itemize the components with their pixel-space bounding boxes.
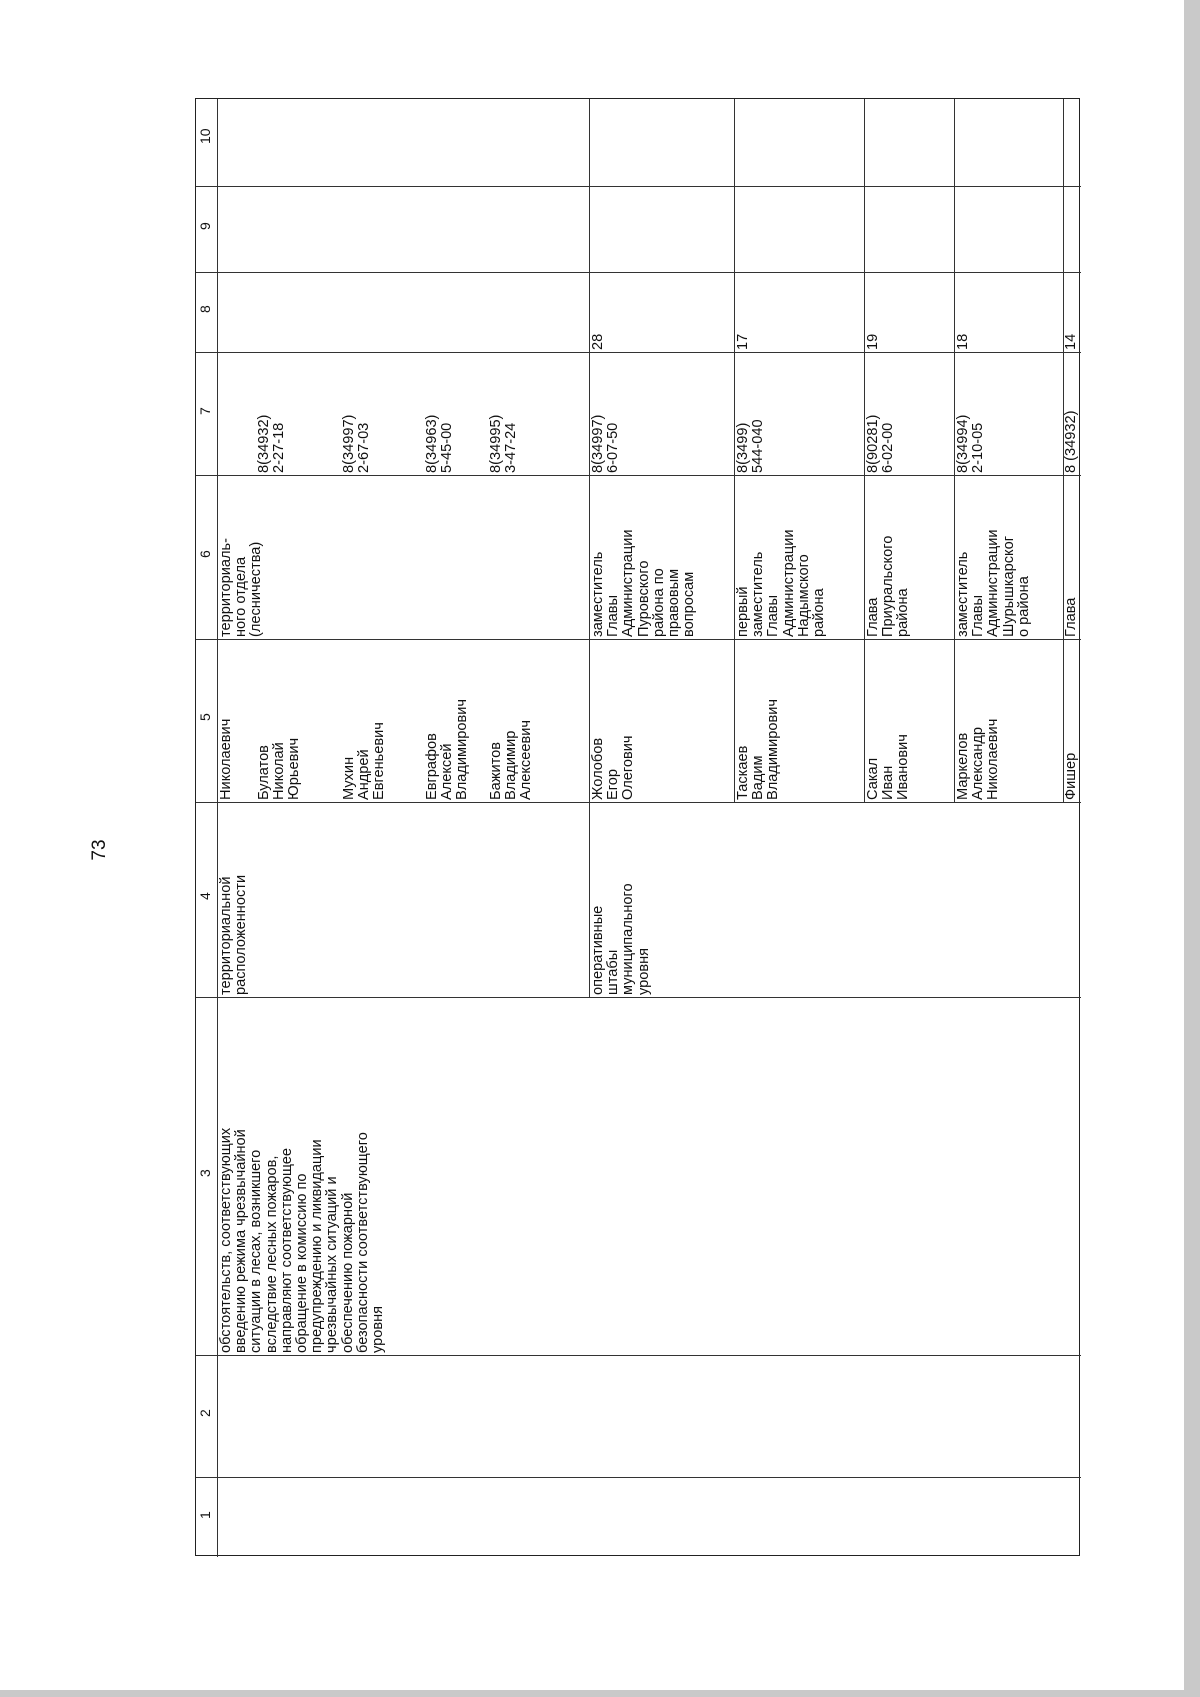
cell-r5-col6: заместитель Главы Администрации Шурышкарског о района (955, 529, 1032, 637)
cell-r6-col6: Глава (1063, 597, 1079, 637)
col-num-1: 1 (197, 1511, 213, 1519)
cell-r2-col4: оперативные штабы муниципального уровня (590, 883, 652, 995)
cell-r4-col6: Глава Приуральского района (865, 535, 912, 637)
col-sep (196, 1477, 1081, 1478)
cell-r4-col7: 8(90281) 6-02-00 (865, 414, 897, 473)
row-sep (589, 99, 590, 997)
cell-r1-col7-d: 8(34963) 5-45-00 (424, 414, 456, 473)
cell-r3-col6: первый заместитель Главы Администрации Надымского района (735, 529, 828, 637)
cell-r5-col7: 8(34994) 2-10-05 (955, 414, 987, 473)
cell-r1-col7-e: 8(34995) 3-47-24 (488, 414, 520, 473)
cell-r5-col8: 18 (955, 333, 971, 350)
cell-r4-col5: Сакал Иван Иванович (865, 734, 912, 800)
cell-r2-col7: 8(34997) 6-07-50 (590, 414, 622, 473)
col-num-4: 4 (197, 892, 213, 900)
cell-r3-col5: Таскаев Вадим Владимирович (735, 699, 782, 800)
col-sep (196, 475, 1081, 476)
col-sep (196, 272, 1081, 273)
cell-r1-col6: территориаль- ного отдела (лесничества) (218, 537, 265, 637)
cell-r4-col8: 19 (865, 333, 881, 350)
col-sep (196, 1355, 1081, 1356)
page-number: 73 (89, 839, 110, 861)
cell-r1-col5-e: Бажитов Владимир Алексеевич (488, 720, 535, 800)
cell-r6-col8: 14 (1063, 333, 1079, 350)
cell-r3-col8: 17 (735, 333, 751, 350)
col-sep (196, 639, 1081, 640)
cell-r6-col7: 8 (34932) (1063, 410, 1079, 473)
cell-r1-col5-c: Мухин Андрей Евгеньевич (341, 722, 388, 800)
col-sep (196, 997, 1081, 998)
cell-r1-col7-b: 8(34932) 2-27-18 (256, 414, 288, 473)
col-num-10: 10 (197, 128, 213, 144)
col-num-2: 2 (197, 1409, 213, 1417)
col-num-6: 6 (197, 550, 213, 558)
col-num-5: 5 (197, 713, 213, 721)
col-sep (196, 186, 1081, 187)
data-table (195, 98, 1080, 1556)
col-sep (196, 802, 1081, 803)
cell-r2-col6: заместитель Главы Администрации Пуровского района по правовым вопросам (590, 529, 698, 637)
cell-r6-col5: Фишер (1063, 752, 1079, 800)
cell-r1-col7-c: 8(34997) 2-67-03 (341, 414, 373, 473)
cell-r2-col8: 28 (590, 333, 606, 350)
col-num-8: 8 (197, 305, 213, 313)
cell-r5-col5: Маркелов Александр Николаевич (955, 718, 1002, 800)
cell-r1-col4: территориальной расположенности (218, 874, 250, 995)
col-sep (196, 352, 1081, 353)
cell-r2-col5: Жолобов Егор Олегович (590, 735, 637, 800)
col-num-3: 3 (197, 1169, 213, 1177)
col-num-7: 7 (197, 407, 213, 415)
cell-r1-col5-a: Николаевич (218, 718, 234, 800)
cell-r3-col7: 8(3499) 544-040 (735, 419, 767, 473)
cell-r1-col3: обстоятельств, соответствующих введению режима чрезвычайной ситуации в лесах, возникшего вследствие лесных пожаров, направляют соответствующее обращение в комиссию по предупреждению и ликвидации чрезвычайных ситуаций и обеспечению пожарной безопасности соответствующего уровня (218, 1127, 387, 1353)
col-num-9: 9 (197, 222, 213, 230)
cell-r1-col5-d: Евграфов Алексей Владимирович (424, 699, 471, 800)
cell-r1-col5-b: Булатов Николай Юрьевич (256, 737, 303, 800)
